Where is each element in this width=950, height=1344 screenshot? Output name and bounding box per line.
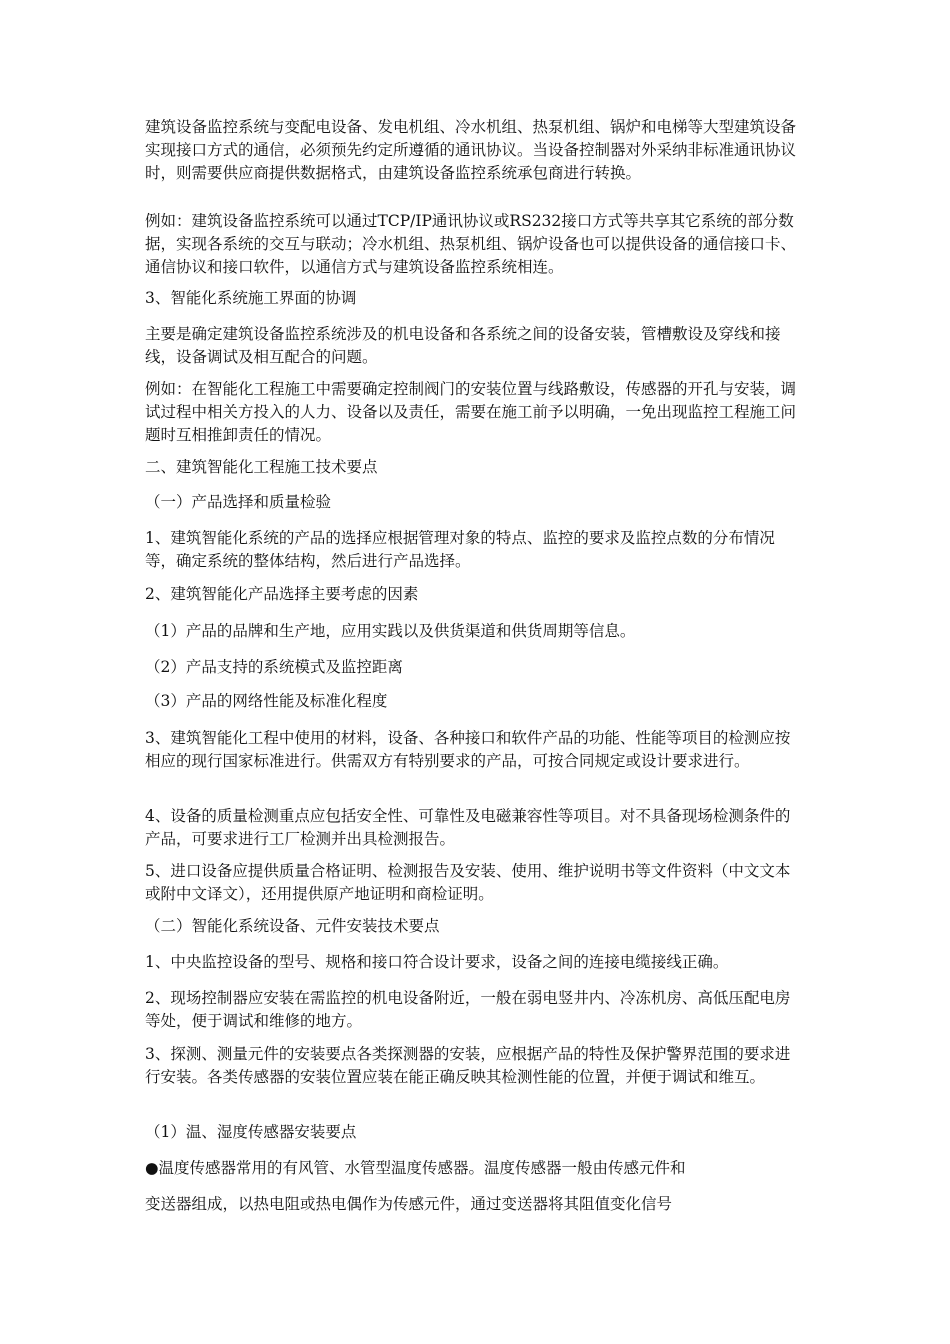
paragraph-temp-sensor-1: ●温度传感器常用的有风管、水管型温度传感器。温度传感器一般由传感元件和 [145, 1159, 686, 1177]
paragraph-install-1: 1、中央监控设备的型号、规格和接口符合设计要求，设备之间的连接电缆接线正确。 [145, 953, 729, 971]
paragraph-item-2: 2、建筑智能化产品选择主要考虑的因素 [145, 585, 419, 603]
heading-installation: （二）智能化系统设备、元件安装技术要点 [145, 917, 440, 935]
paragraph-item-3: 3、建筑智能化工程中使用的材料，设备、各种接口和软件产品的功能、性能等项目的检测应按相应的现行国家标准进行。供需双方有特别要求的产品，可按合同规定或设计要求进行。 [145, 729, 791, 770]
paragraph-install-3: 3、探测、测量元件的安装要点各类探测器的安装，应根据产品的特性及保护警界范围的要求进行安装。各类传感器的安装位置应装在能正确反映其检测性能的位置，并便于调试和维互。 [145, 1045, 791, 1086]
paragraph-interface-comm: 建筑设备监控系统与变配电设备、发电机组、冷水机组、热泵机组、锅炉和电梯等大型建筑设备实现接口方式的通信，必须预先约定所遵循的通讯协议。当设备控制器对外采纳非标准通讯协议时，则需要供应商提供数据格式，由建筑设备监控系统承包商进行转换。 [145, 118, 797, 182]
paragraph-main-coordination: 主要是确定建筑设备监控系统涉及的机电设备和各系统之间的设备安装，管槽敷设及穿线和接线，设备调试及相互配合的问题。 [145, 325, 781, 366]
heading-product-selection: （一）产品选择和质量检验 [145, 493, 332, 511]
paragraph-item-1: 1、建筑智能化系统的产品的选择应根据管理对象的特点、监控的要求及监控点数的分布情况等，确定系统的整体结构，然后进行产品选择。 [145, 529, 775, 570]
paragraph-item-5: 5、进口设备应提供质量合格证明、检测报告及安装、使用、维护说明书等文件资料（中文文本或附中文译文），还用提供原产地证明和商检证明。 [145, 862, 791, 903]
heading-construction-interface: 3、智能化系统施工界面的协调 [145, 289, 357, 307]
paragraph-subitem-2: （2）产品支持的系统模式及监控距离 [145, 658, 403, 676]
heading-section-two: 二、建筑智能化工程施工技术要点 [145, 458, 378, 476]
heading-temp-humidity: （1）温、湿度传感器安装要点 [145, 1123, 357, 1141]
paragraph-install-2: 2、现场控制器应安装在需监控的机电设备附近，一般在弱电竖井内、冷冻机房、高低压配电房等处，便于调试和维修的地方。 [145, 989, 791, 1030]
paragraph-item-4: 4、设备的质量检测重点应包括安全性、可靠性及电磁兼容性等项目。对不具备现场检测条件的产品，可要求进行工厂检测并出具检测报告。 [145, 807, 791, 848]
paragraph-subitem-1: （1）产品的品牌和生产地，应用实践以及供货渠道和供货周期等信息。 [145, 622, 636, 640]
paragraph-subitem-3: （3）产品的网络性能及标准化程度 [145, 692, 388, 710]
paragraph-example-tcpip: 例如：建筑设备监控系统可以通过TCP/IP通讯协议或RS232接口方式等共享其它系统的部分数据，实现各系统的交互与联动；冷水机组、热泵机组、锅炉设备也可以提供设备的通信接口卡、通信协议和接口软件，以通信方式与建筑设备监控系统相连。 [145, 212, 797, 276]
paragraph-example-valves: 例如：在智能化工程施工中需要确定控制阀门的安装位置与线路敷设，传感器的开孔与安装，调试过程中相关方投入的人力、设备以及责任，需要在施工前予以明确，一免出现监控工程施工问题时互相推卸责任的情况。 [145, 380, 797, 444]
paragraph-temp-sensor-2: 变送器组成，以热电阻或热电偶作为传感元件，通过变送器将其阻值变化信号 [145, 1195, 673, 1213]
